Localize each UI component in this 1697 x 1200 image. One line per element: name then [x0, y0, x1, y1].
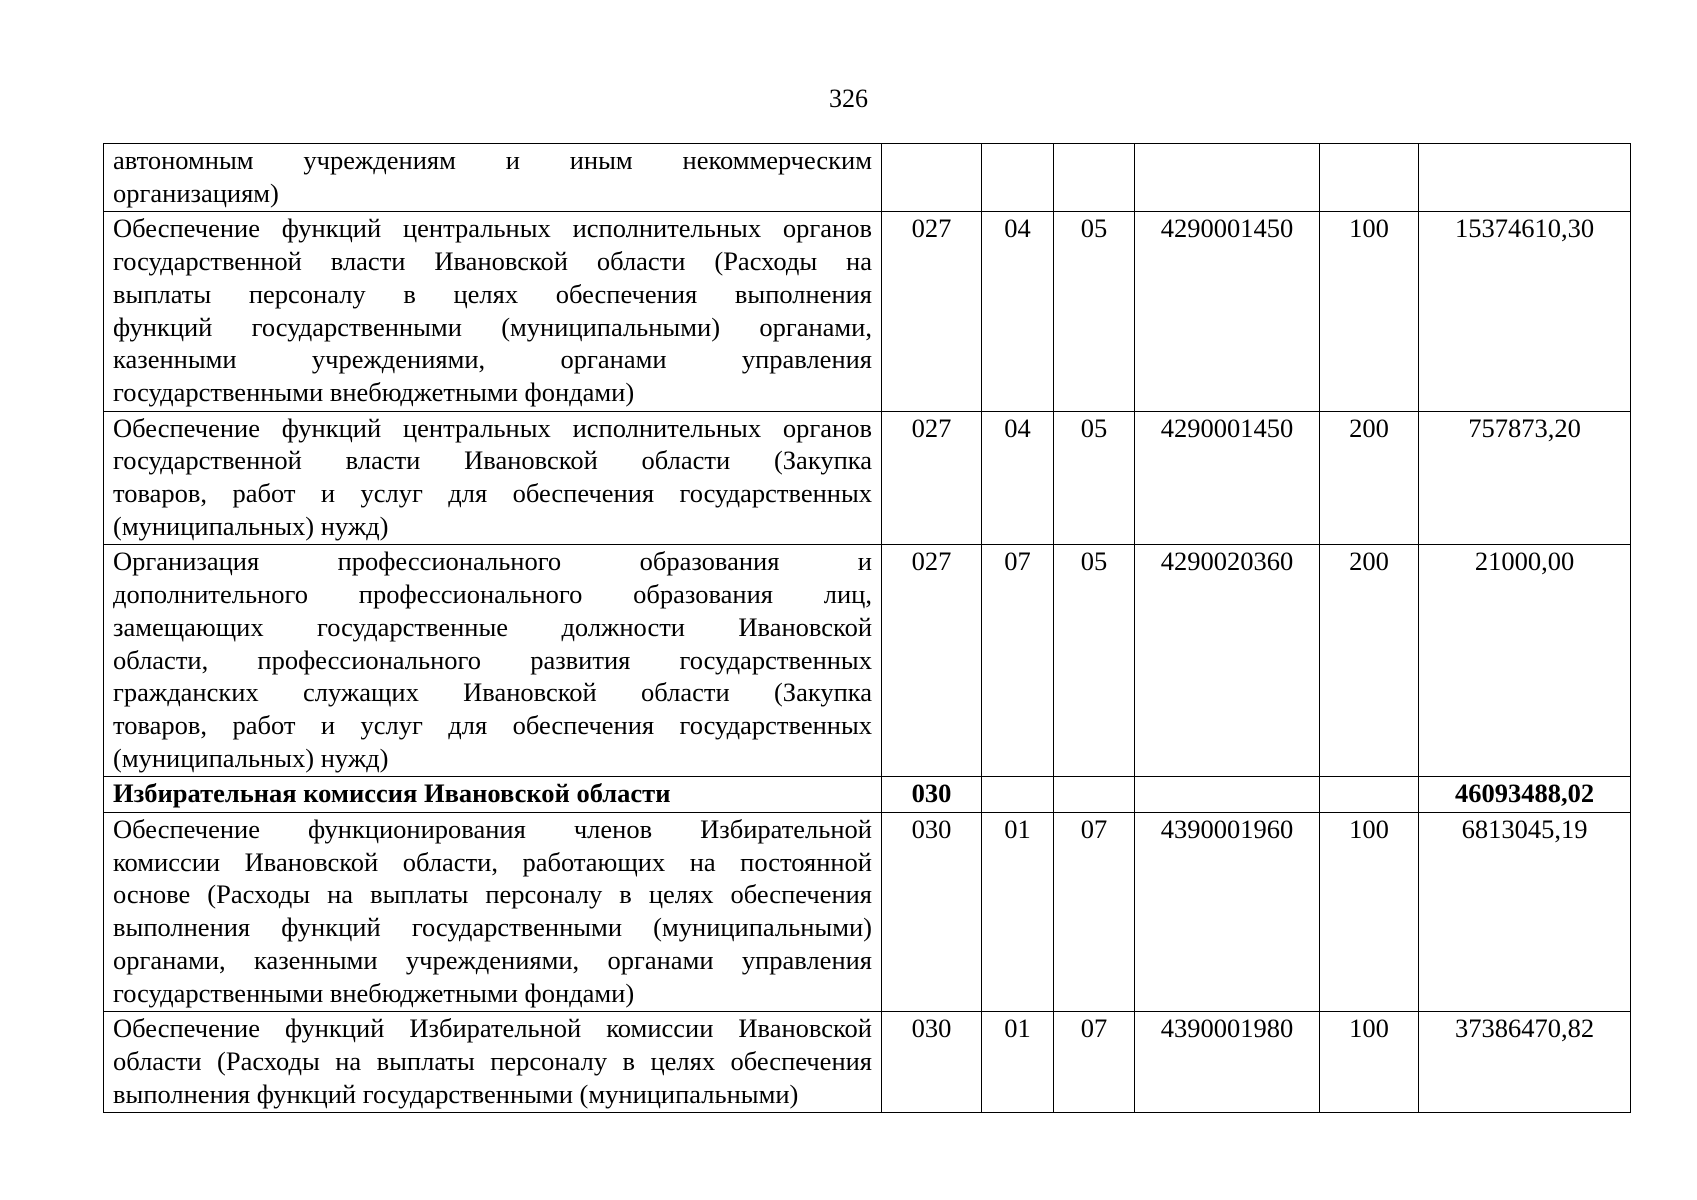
cell-target: 4390001960 [1135, 813, 1320, 1012]
table-row [104, 411, 1631, 545]
cell-section [982, 144, 1054, 212]
cell-expense-type: 200 [1320, 411, 1419, 545]
cell-section: 04 [982, 212, 1054, 411]
cell-amount: 757873,20 [1419, 411, 1631, 545]
cell-amount: 46093488,02 [1419, 777, 1631, 813]
description-line: замещающих государственные должности Ивановской [113, 611, 872, 642]
page-number: 326 [829, 84, 868, 113]
cell-expense-type: 100 [1320, 813, 1419, 1012]
cell-target: 4390001980 [1135, 1012, 1320, 1113]
description-line: основе (Расходы на выплаты персоналу в целях обеспечения [113, 879, 872, 910]
cell-ministry: 027 [882, 545, 982, 777]
cell-expense-type [1320, 777, 1419, 813]
cell-ministry: 027 [882, 411, 982, 545]
description-line: органами, казенными учреждениями, органами управления [113, 944, 872, 975]
description-line: автономным учреждениям и иным некоммерческим [113, 145, 872, 175]
cell-subsection: 05 [1054, 411, 1135, 545]
cell-subsection: 07 [1054, 813, 1135, 1012]
cell-ministry: 030 [882, 1012, 982, 1113]
description-line: Обеспечение функций Избирательной комиссии Ивановской [113, 1013, 872, 1044]
description-line: дополнительного профессионального образования лиц, [113, 579, 872, 610]
cell-section: 07 [982, 545, 1054, 777]
description-line: выполнения функций государственными (муниципальными) [113, 912, 872, 943]
cell-amount: 6813045,19 [1419, 813, 1631, 1012]
cell-expense-type: 200 [1320, 545, 1419, 777]
table-body [104, 144, 1631, 1113]
description-line: функций государственными (муниципальными) органами, [113, 311, 872, 342]
cell-target [1135, 144, 1320, 212]
cell-ministry: 030 [882, 777, 982, 813]
description-line: выплаты персоналу в целях обеспечения выполнения [113, 278, 872, 309]
description-line: организациям) [113, 177, 279, 208]
cell-section: 01 [982, 1012, 1054, 1113]
cell-expense-type: 100 [1320, 1012, 1419, 1113]
cell-subsection [1054, 777, 1135, 813]
cell-target: 4290020360 [1135, 545, 1320, 777]
row-description [104, 813, 882, 1012]
row-description [104, 411, 882, 545]
description-line: государственной власти Ивановской области (Закупка [113, 445, 872, 476]
budget-table [103, 143, 1631, 1113]
row-description [104, 212, 882, 411]
table-row [104, 777, 1631, 813]
table-row [104, 813, 1631, 1012]
cell-expense-type [1320, 144, 1419, 212]
table-row [104, 545, 1631, 777]
description-line: товаров, работ и услуг для обеспечения государственных [113, 709, 872, 740]
description-line: гражданских служащих Ивановской области (Закупка [113, 677, 872, 708]
cell-target [1135, 777, 1320, 813]
table-row [104, 1012, 1631, 1113]
cell-section: 01 [982, 813, 1054, 1012]
description-line: Обеспечение функций центральных исполнительных органов [113, 213, 872, 244]
cell-section: 04 [982, 411, 1054, 545]
cell-target: 4290001450 [1135, 411, 1320, 545]
description-line: (муниципальных) нужд) [113, 742, 389, 773]
cell-amount: 15374610,30 [1419, 212, 1631, 411]
description-line: области (Расходы на выплаты персоналу в целях обеспечения [113, 1045, 872, 1076]
table-row [104, 144, 1631, 212]
cell-subsection [1054, 144, 1135, 212]
cell-subsection: 07 [1054, 1012, 1135, 1113]
description-line: товаров, работ и услуг для обеспечения государственных [113, 478, 872, 509]
description-line: комиссии Ивановской области, работающих на постоянной [113, 846, 872, 877]
cell-subsection: 05 [1054, 212, 1135, 411]
cell-subsection: 05 [1054, 545, 1135, 777]
cell-ministry: 030 [882, 813, 982, 1012]
description-line: Организация профессионального образования и [113, 546, 872, 577]
description-line: государственными внебюджетными фондами) [113, 376, 635, 407]
description-line: Обеспечение функционирования членов Избирательной [113, 814, 872, 845]
cell-expense-type: 100 [1320, 212, 1419, 411]
cell-ministry [882, 144, 982, 212]
row-description [104, 1012, 882, 1113]
description-line: государственными внебюджетными фондами) [113, 977, 635, 1008]
row-description [104, 144, 882, 212]
row-description [104, 545, 882, 777]
cell-target: 4290001450 [1135, 212, 1320, 411]
row-description [104, 777, 882, 813]
cell-ministry: 027 [882, 212, 982, 411]
description-line: (муниципальных) нужд) [113, 510, 389, 541]
description-line: Избирательная комиссия Ивановской области [113, 778, 671, 809]
description-line: выполнения функций государственными (муниципальными) [113, 1078, 799, 1109]
cell-amount: 21000,00 [1419, 545, 1631, 777]
description-line: Обеспечение функций центральных исполнительных органов [113, 412, 872, 443]
description-line: государственной власти Ивановской области (Расходы на [113, 246, 872, 277]
description-line: области, профессионального развития государственных [113, 644, 872, 675]
cell-amount: 37386470,82 [1419, 1012, 1631, 1113]
cell-amount [1419, 144, 1631, 212]
table-row [104, 212, 1631, 411]
cell-section [982, 777, 1054, 813]
description-line: казенными учреждениями, органами управления [113, 344, 872, 375]
